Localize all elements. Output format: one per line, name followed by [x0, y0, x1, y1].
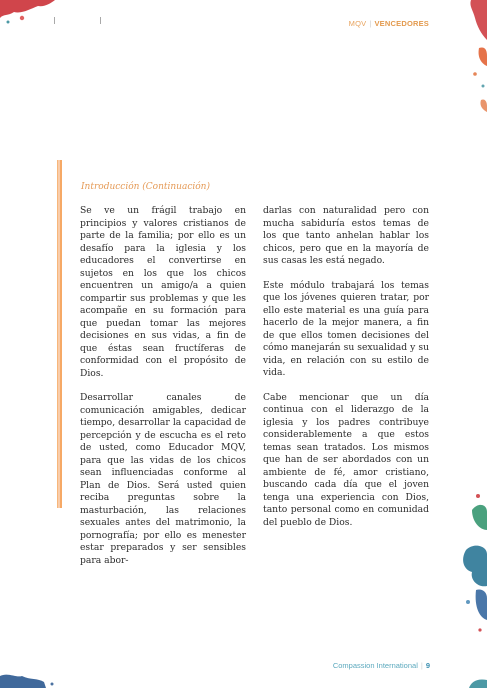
watercolor-splash-bottom-left: [0, 668, 60, 688]
footer-separator: |: [420, 661, 423, 670]
watercolor-splash-right-middle: [452, 490, 487, 640]
body-paragraph: Este módulo trabajará los temas que los jóvenes quieren tratar, por ello este material es una guía para hacerlo de la mejor manera, a fin de que ellos tomen decisiones del cómo manejarán su sexualidad y su vida, en relación con su estilo de vida.: [263, 279, 429, 378]
accent-bar: [57, 160, 62, 508]
section-subtitle: Introducción (Continuación): [81, 182, 210, 192]
watercolor-splash-top-right: [441, 0, 487, 120]
body-paragraph: Cabe mencionar que un día continua con el liderazgo de la iglesia y los padres contribuye considerablemente a que estos temas sean tratados. Los mismos que han de ser abordados con un ambiente de fé, amor cristiano, buscando cada día que el joven tenga una experiencia con Dios, tanto personal como en comunidad del pueblo de Dios.: [263, 391, 429, 528]
header-section: VENCEDORES: [374, 19, 429, 28]
body-paragraph: Se ve un frágil trabajo en principios y valores cristianos de parte de la familia; por ello es un desafío para la iglesia y los educadores el convertirse en sujetos en los que los chicos encuentren un amigo/a a quien compartir sus problemas y que les acompañe en su formación para que puedan tomar las mejores decisiones en sus vidas, a fin de que éstas sean fructíferas de conformidad con el propósito de Dios.: [80, 205, 246, 379]
text-column-left: [80, 205, 246, 579]
watercolor-splash-top-left: [0, 0, 60, 30]
body-paragraph: darlas con naturalidad pero con mucha sabiduría estos temas de los que tanto anhelan hablar los chicos, pero que en la mayoría de sus casas les está negado.: [263, 205, 429, 266]
page-footer: [333, 661, 430, 670]
header-separator: |: [369, 19, 372, 28]
header-tick-mark-2: [100, 17, 101, 24]
body-paragraph: Desarrollar canales de comunicación amigables, dedicar tiempo, desarrollar la capacidad de percepción y de escucha es el reto de usted, como Educador MQV, para que las vidas de los chicos sean influenciadas conforme al Plan de Dios. Será usted quien reciba preguntas sobre la masturbación, las relaciones sexuales antes del matrimonio, la pornografía; por ello es menester estar preparados y ser sensibles para abor-: [80, 392, 246, 566]
footer-publisher: Compassion International: [332, 661, 418, 670]
running-header: [349, 19, 429, 28]
watercolor-splash-bottom-right: [463, 668, 487, 688]
header-tick-mark-1: [54, 17, 55, 24]
text-column-right: [263, 205, 429, 541]
header-brand: MQV: [348, 19, 367, 28]
page-number: 9: [425, 661, 430, 670]
